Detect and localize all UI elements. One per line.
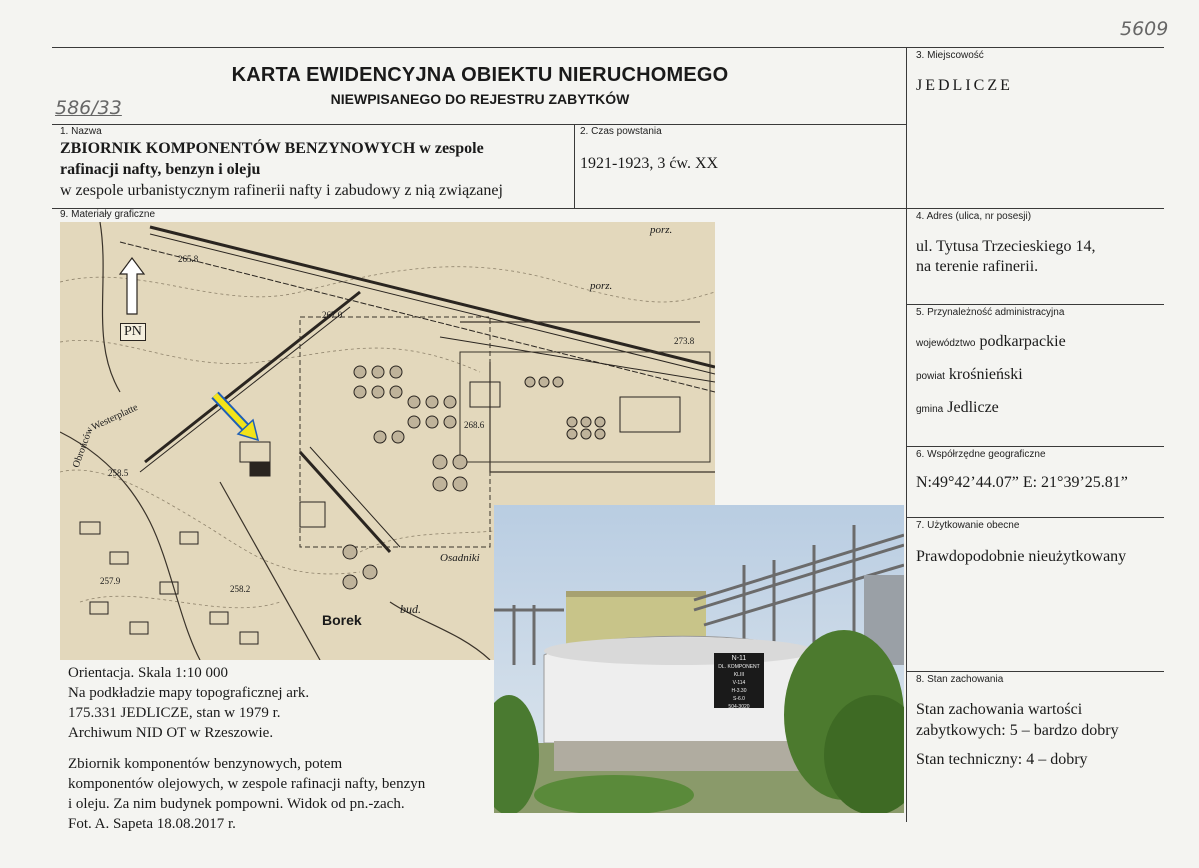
photo-caption <box>68 754 425 834</box>
tank-sign-line: S-6.0 <box>733 696 745 702</box>
gmina-label: gmina <box>916 404 944 415</box>
map-caption-line: Orientacja. Skala 1:10 000 <box>68 665 228 681</box>
row-divider-9 <box>52 208 1164 209</box>
row-divider-5 <box>907 304 1164 305</box>
tank-sign <box>714 655 764 711</box>
map-caption-line: Archiwum NID OT w Rzeszowie. <box>68 725 274 741</box>
field-label-przynaleznosc: 5. Przynależność administracyjna <box>916 307 1065 318</box>
field-value-nazwa-line2: rafinacji nafty, benzyn i oleju <box>60 161 261 178</box>
map-label-bud: bud. <box>400 602 421 616</box>
row-divider-8 <box>907 671 1164 672</box>
card-title: KARTA EWIDENCYJNA OBIEKTU NIERUCHOMEGO <box>231 64 729 86</box>
top-border <box>52 47 1164 48</box>
map-label-elev-1: 258.5 <box>108 468 129 478</box>
name-date-divider <box>574 124 575 208</box>
map-label-elev-4: 265.8 <box>178 254 199 264</box>
field-value-stan-line3: Stan techniczny: 4 – dobry <box>916 751 1088 768</box>
field-value-nazwa-line1: ZBIORNIK KOMPONENTÓW BENZYNOWYCH w zespole <box>60 140 484 157</box>
wojewodztwo-label: województwo <box>916 338 976 349</box>
right-column-border <box>906 47 907 822</box>
field-label-nazwa: 1. Nazwa <box>60 126 102 137</box>
location-arrow <box>215 395 258 440</box>
powiat-label: powiat <box>916 371 945 382</box>
field-value-wspolrzedne: N:49°42’44.07” E: 21°39’25.81” <box>916 474 1128 491</box>
field-value-nazwa-line3: w zespole urbanistycznym rafinerii nafty i zabudowy z nią związanej <box>60 182 503 199</box>
tank-sign-line: H-3.30 <box>731 688 747 694</box>
north-label: PN <box>120 323 146 341</box>
field-label-czas: 2. Czas powstania <box>580 126 662 137</box>
photo-caption-line: i oleju. Za nim budynek pompowni. Widok od pn.-zach. <box>68 796 405 812</box>
map-label-porz-1: porz. <box>650 224 673 236</box>
tank-sign-line: N-11 <box>731 655 747 662</box>
gmina-value: Jedlicze <box>947 399 999 416</box>
header-bottom-border <box>52 124 907 125</box>
photo-caption-line: Fot. A. Sapeta 18.08.2017 r. <box>68 816 236 832</box>
map-caption-line: Na podkładzie mapy topograficznej ark. <box>68 685 310 701</box>
photo-caption-line: Zbiornik komponentów benzynowych, potem <box>68 756 343 772</box>
field-value-adres-line2: na terenie rafinerii. <box>916 258 1039 275</box>
field-value-stan-line2: zabytkowych: 5 – bardzo dobry <box>916 722 1119 739</box>
field-value-stan-line1: Stan zachowania wartości <box>916 701 1083 718</box>
field-label-uzytkowanie: 7. Użytkowanie obecne <box>916 520 1020 531</box>
row-divider-6 <box>907 446 1164 447</box>
map-label-elev-6: 268.6 <box>464 420 485 430</box>
field-label-wspolrzedne: 6. Współrzędne geograficzne <box>916 449 1046 460</box>
map-caption-line: 175.331 JEDLICZE, stan w 1979 r. <box>68 705 281 721</box>
field-label-adres: 4. Adres (ulica, nr posesji) <box>916 211 1032 222</box>
field-value-miejscowosc: JEDLICZE <box>916 77 1013 94</box>
map-label-elev-3: 258.2 <box>230 584 251 594</box>
map-label-elev-2: 257.9 <box>100 576 121 586</box>
map-label-borek: Borek <box>322 612 362 628</box>
powiat-value: krośnieński <box>948 366 1023 383</box>
wojewodztwo-row <box>916 333 1066 351</box>
map-label-porz-2: porz. <box>590 280 613 292</box>
map-label-elev-7: 273.8 <box>674 336 695 346</box>
handwritten-number-top: 5609 <box>1120 18 1169 40</box>
field-value-uzytkowanie: Prawdopodobnie nieużytkowany <box>916 548 1127 565</box>
tank-sign-line: KLIII <box>733 672 745 678</box>
field-value-czas: 1921-1923, 3 ćw. XX <box>580 155 719 172</box>
powiat-row <box>916 366 1023 384</box>
map-label-osadniki: Osadniki <box>440 552 480 564</box>
object-photo <box>494 505 904 813</box>
map-label-obroncow: Obrońców <box>70 425 96 470</box>
gmina-row <box>916 399 999 417</box>
photo-caption-line: komponentów olejowych, w zespole rafinacji nafty, benzyn <box>68 776 426 792</box>
field-label-materialy: 9. Materiały graficzne <box>60 209 156 220</box>
field-label-stan: 8. Stan zachowania <box>916 674 1004 685</box>
map-label-westerplatte: Westerplatte <box>90 402 140 433</box>
field-value-adres-line1: ul. Tytusa Trzecieskiego 14, <box>916 238 1096 255</box>
wojewodztwo-value: podkarpackie <box>979 333 1066 350</box>
north-arrow <box>120 258 144 314</box>
map-caption <box>68 663 309 743</box>
handwritten-number-left: 586/33 <box>55 97 122 119</box>
tank-sign-line: V-114 <box>732 680 746 686</box>
card-subtitle: NIEWPISANEGO DO REJESTRU ZABYTKÓW <box>330 91 630 107</box>
tank-sign-line: DL. KOMPONENT <box>718 664 760 670</box>
field-label-miejscowosc: 3. Miejscowość <box>916 50 984 61</box>
photo-drawing <box>494 505 904 813</box>
row-divider-7 <box>907 517 1164 518</box>
tank-sign-line: 504-3020 <box>728 704 750 710</box>
map-label-elev-5: 267.0 <box>322 310 343 320</box>
